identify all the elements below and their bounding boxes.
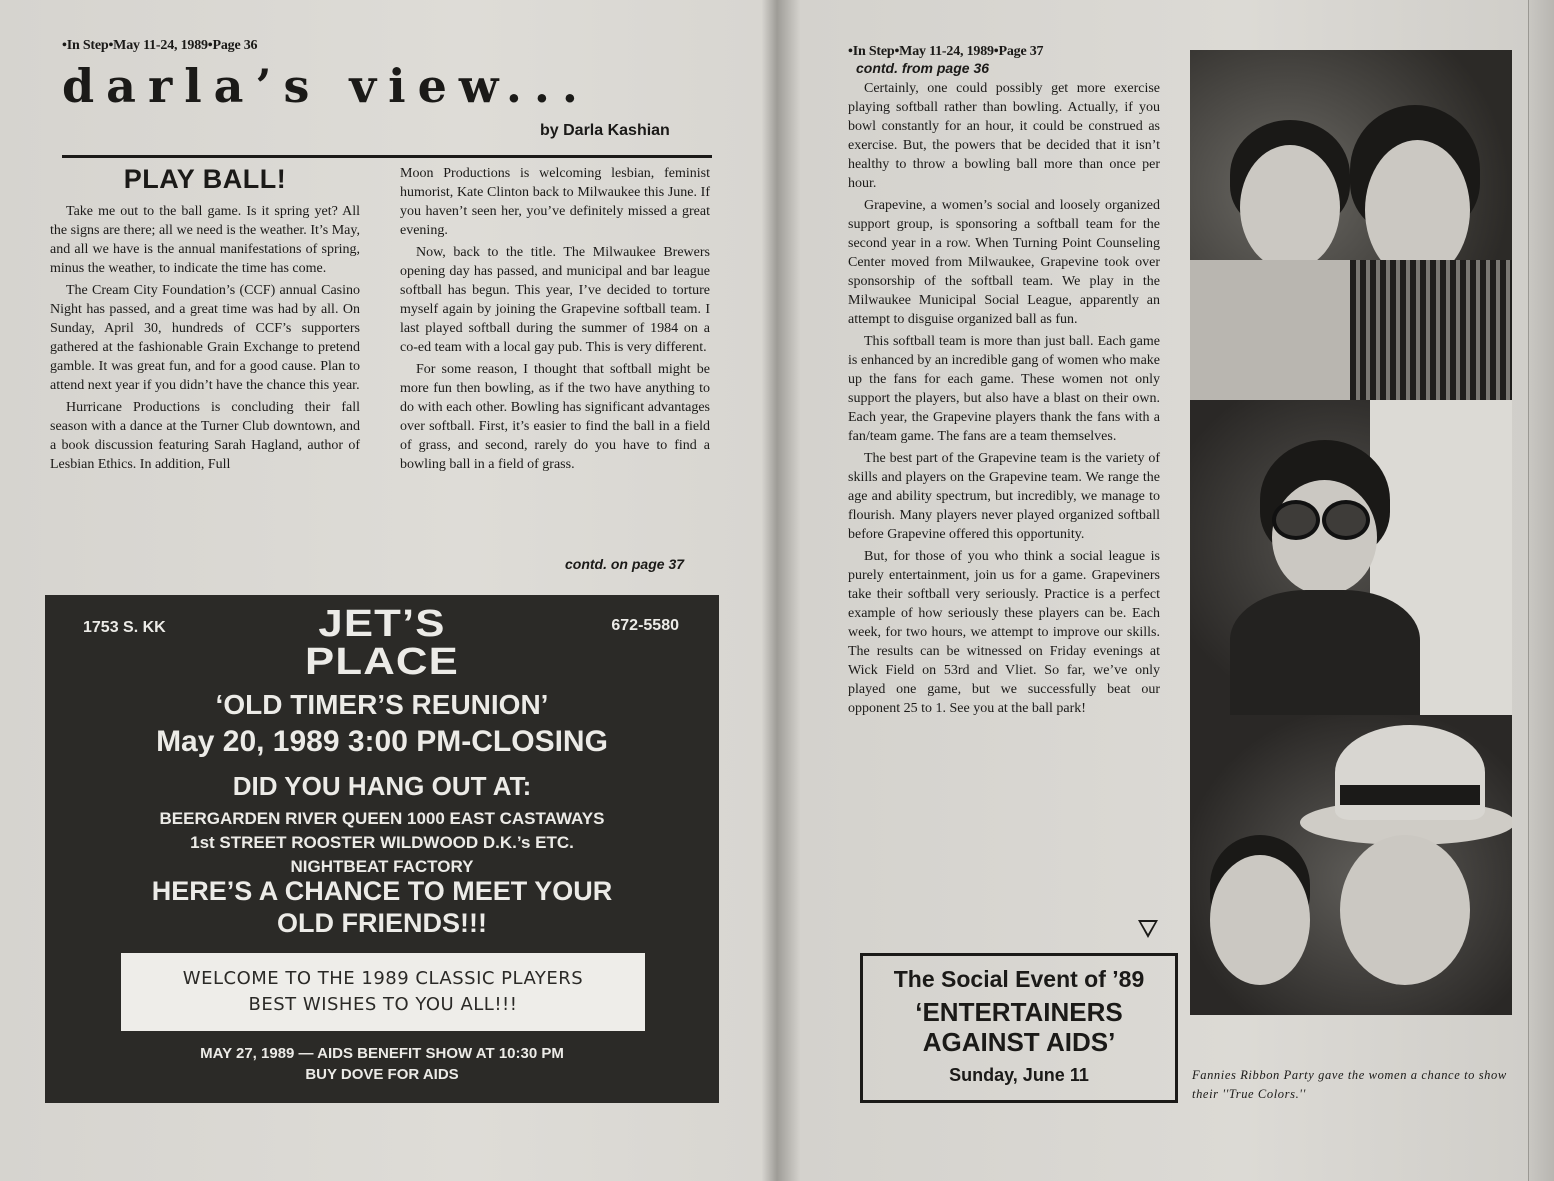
ad-reunion: ‘OLD TIMER’S REUNION’ [215, 689, 549, 720]
ad-phone: 672-5580 [611, 617, 679, 634]
article-column-1 [50, 202, 360, 477]
ad-bar-line: BEERGARDEN RIVER QUEEN 1000 EAST CASTAWAYS [159, 809, 605, 828]
paragraph: The Cream City Foundation’s (CCF) annual Casino Night has passed, and a great time was had by all. On Sunday, April 30, hundreds of CCF’s supporters gathered at the fashionable Grain Exchange to pretend gamble. It was great fun, and for a good cause. Plan to attend next year if you didn’t have the chance this year. [50, 283, 360, 393]
paragraph: The best part of the Grapevine team is the variety of skills and players on the Grapevine team. We range the age and ability spectrum, but incredibly, we manage to flourish. Many players never played organized softball before Grapevine offered this opportunity. [848, 451, 1160, 542]
end-mark-icon [1138, 920, 1158, 938]
ad-benefit-line: BUY DOVE FOR AIDS [305, 1066, 459, 1083]
ad-welcome-line: WELCOME TO THE 1989 CLASSIC PLAYERS [182, 968, 584, 989]
event-date: Sunday, June 11 [949, 1065, 1089, 1085]
ad-venue-name [0, 605, 770, 681]
photo-caption: Fannies Ribbon Party gave the women a chance to show their ''True Colors.'' [1192, 1068, 1507, 1101]
continued-note: contd. on page 37 [565, 556, 685, 572]
face [1210, 855, 1310, 985]
ad-bar-line: 1st STREET ROOSTER WILDWOOD D.K.’s ETC. [190, 833, 574, 852]
paragraph: For some reason, I thought that softball might be more fun then bowling, as if the two have anything to do with each other. Bowling has significant advantages over softball. First, it’s easier to find the ball in a field of grass, and second, rarely do you have to find a bowling ball in a field of grass. [400, 362, 710, 472]
event-title: The Social Event of ’89 [893, 966, 1145, 992]
folio-left: •In Step•May 11-24, 1989•Page 36 [62, 38, 258, 53]
face [1365, 140, 1470, 280]
ad-hang-out: DID YOU HANG OUT AT: [232, 771, 532, 801]
byline: by Darla Kashian [540, 122, 670, 139]
event-name [863, 997, 1175, 1057]
article-column-3 [848, 79, 1160, 721]
folio-right: •In Step•May 11-24, 1989•Page 37 [848, 44, 1044, 59]
face [1240, 145, 1340, 270]
photo-two-women [1190, 50, 1512, 400]
glasses [1322, 500, 1370, 540]
paragraph: Moon Productions is welcoming lesbian, feminist humorist, Kate Clinton back to Milwaukee this June. If you haven’t seen her, you’ve definitely missed a great evening. [400, 166, 710, 238]
photo-woman-glasses [1190, 400, 1512, 715]
ad-address: 1753 S. KK [83, 619, 166, 636]
article-headline: PLAY BALL! [123, 164, 287, 194]
continued-from-note: contd. from page 36 [856, 60, 990, 76]
event-notice-box [860, 953, 1178, 1103]
face [1340, 835, 1470, 985]
ad-welcome-line: BEST WISHES TO YOU ALL!!! [248, 994, 518, 1015]
jets-place-ad [45, 595, 719, 1103]
glasses [1272, 500, 1320, 540]
photo-woman-hat [1190, 715, 1512, 1015]
ad-bar-list [45, 807, 719, 879]
paragraph: Grapevine, a women’s social and loosely organized support group, is sponsoring a softball team for the second year in a row. When Turning Point Counseling Center moved from Milwaukee, Grapevine took over sponsorship of the softball team. We play in the Milwaukee Municipal Social League, apparently an attempt to disguise organized ball as fun. [848, 198, 1160, 327]
paragraph: This softball team is more than just ball. Each game is enhanced by an incredible gang of women who make up the fans for each game. These women not only support the players, but also have a blast on their own. Each year, the Grapevine players thank the fans with a fan/team game. The fans are a team themselves. [848, 334, 1160, 444]
hat [1335, 725, 1485, 820]
ad-bar-line: NIGHTBEAT FACTORY [290, 857, 474, 876]
ad-chance-line: OLD FRIENDS!!! [277, 908, 487, 938]
column-masthead: darla’s view... [62, 59, 590, 113]
page-edge [1528, 0, 1554, 1181]
paragraph: Hurricane Productions is concluding their fall season with a dance at the Turner Club downtown, and a book discussion featuring Sarah Hagland, author of Lesbian Ethics. In addition, Full [50, 400, 360, 472]
paragraph: Now, back to the title. The Milwaukee Brewers opening day has passed, and municipal and bar league softball has begun. This year, I’ve decided to torture myself again by joining the Grapevine softball team. I last played softball during the summer of 1984 on a co-ed team with a local gay pub. This is very different. [400, 245, 710, 355]
ad-benefit [45, 1043, 719, 1085]
right-page [780, 0, 1528, 1181]
paragraph: But, for those of you who think a social league is purely entertainment, join us for a game. Grapeviners take their softball very seriously. Practice is a perfect example of how seriously these players can be. Each week, for two hours, we attempt to improve our skills. The results can be witnessed on Friday evenings at Wick Field on 53rd and Vliet. So far, we’ve only played one game, but we successfully beat our opponent 25 to 1. See you at the ball park! [848, 549, 1160, 716]
ad-benefit-line: MAY 27, 1989 — AIDS BENEFIT SHOW AT 10:30 PM [200, 1045, 564, 1062]
paragraph: Certainly, one could possibly get more exercise playing softball rather than bowling. Actually, if you bowl constantly for an hour, it could be construed as exercise. But, the powers that be decided that it isn’t healthy to throw a bowling ball more than once per hour. [848, 81, 1160, 191]
left-page [0, 0, 775, 1181]
photo-collage [1190, 50, 1512, 1015]
paragraph: Take me out to the ball game. Is it spring yet? All the signs are there; all we need is the weather. It’s May, and all we have is the annual manifestations of spring, minus the weather, to indicate the time has come. [50, 204, 360, 276]
event-name-line: AGAINST AIDS’ [922, 1027, 1116, 1057]
article-column-2 [400, 164, 710, 477]
ad-venue-name-line2: PLACE [305, 641, 459, 683]
event-name-line: ‘ENTERTAINERS [915, 997, 1123, 1027]
ad-chance-line: HERE’S A CHANCE TO MEET YOUR [151, 876, 613, 906]
ad-chance [45, 875, 719, 939]
masthead-rule [62, 155, 712, 158]
ad-venue-name-line1: JET’S [318, 603, 446, 645]
ad-date: May 20, 1989 3:00 PM-CLOSING [156, 725, 608, 758]
ad-welcome-box [121, 953, 645, 1031]
